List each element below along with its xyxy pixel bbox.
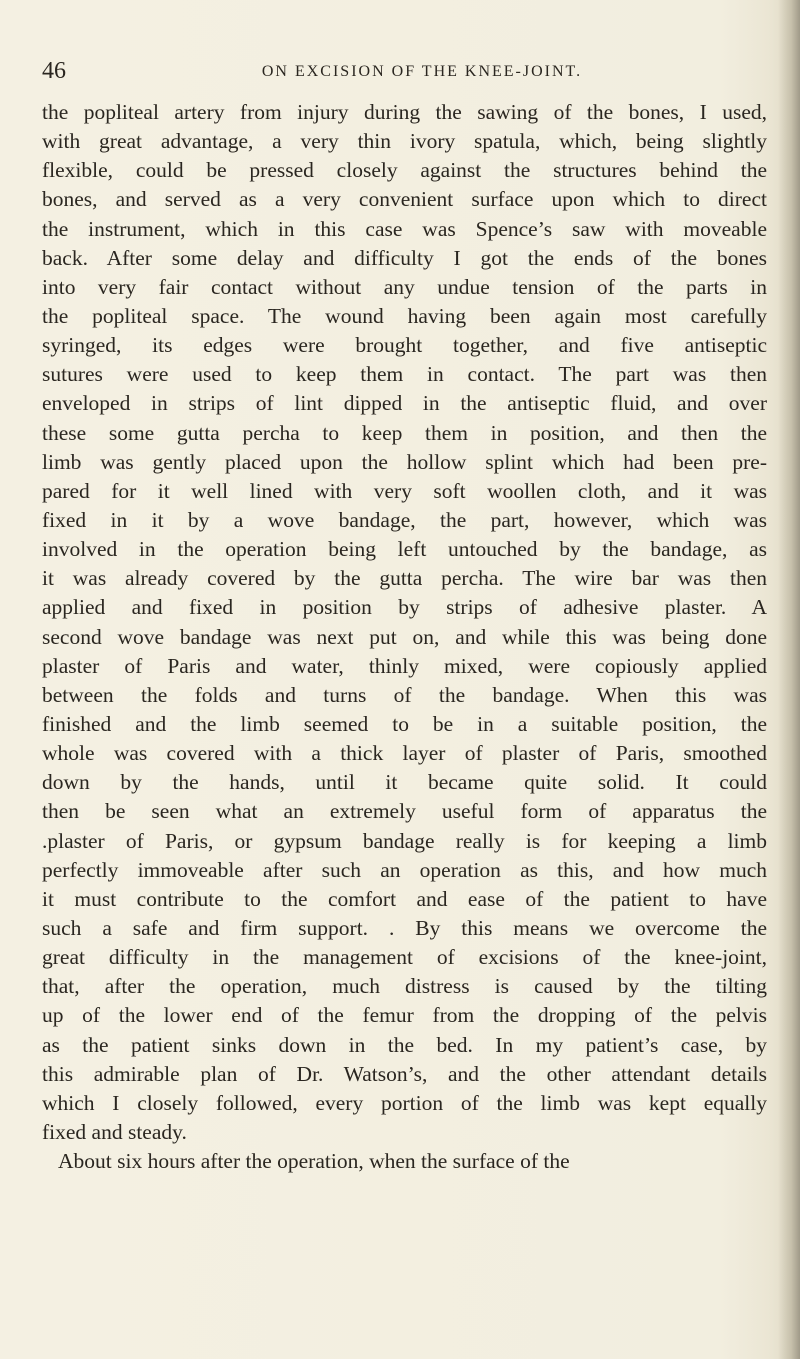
text-line: second wove bandage was next put on, and while this was being done — [42, 624, 767, 649]
text-line: fixed and steady. — [42, 1119, 187, 1144]
text-line: such a safe and firm support. . By this means we overcome the — [42, 915, 767, 940]
text-line: About six hours after the operation, when the surface of the — [58, 1149, 570, 1174]
text-line: the popliteal space. The wound having been again most carefully — [42, 303, 767, 328]
text-line: down by the hands, until it became quite solid. It could — [42, 770, 767, 795]
text-line: pared for it well lined with very soft woollen cloth, and it was — [42, 478, 767, 503]
text-line: these some gutta percha to keep them in position, and then the — [42, 420, 767, 445]
text-line: limb was gently placed upon the hollow splint which had been pre- — [42, 449, 767, 474]
text-line: applied and fixed in position by strips of adhesive plaster. A — [42, 595, 767, 620]
text-line: perfectly immoveable after such an operation as this, and how much — [42, 857, 767, 882]
text-line: enveloped in strips of lint dipped in the antiseptic fluid, and over — [42, 391, 767, 416]
page-header — [42, 58, 762, 84]
text-line: then be seen what an extremely useful form of apparatus the — [42, 799, 767, 824]
text-line: whole was covered with a thick layer of plaster of Paris, smoothed — [42, 741, 767, 766]
page-number: 46 — [42, 58, 66, 84]
text-line: it was already covered by the gutta percha. The wire bar was then — [42, 566, 767, 591]
text-line: the popliteal artery from injury during the sawing of the bones, I used, — [42, 100, 767, 124]
text-line: great difficulty in the management of excisions of the knee-joint, — [42, 945, 767, 970]
text-line: bones, and served as a very convenient surface upon which to direct — [42, 187, 767, 212]
text-line: sutures were used to keep them in contact. The part was then — [42, 362, 767, 387]
text-line: fixed in it by a wove bandage, the part, however, which was — [42, 507, 767, 532]
text-line: into very fair contact without any undue tension of the parts in — [42, 274, 767, 299]
text-line: with great advantage, a very thin ivory spatula, which, being slightly — [42, 129, 767, 154]
text-line: the instrument, which in this case was Spence’s saw with moveable — [42, 216, 767, 241]
text-line: finished and the limb seemed to be in a suitable position, the — [42, 711, 767, 736]
text-line: .plaster of Paris, or gypsum bandage really is for keeping a limb — [42, 828, 767, 853]
text-line: between the folds and turns of the bandage. When this was — [42, 682, 767, 707]
text-line: syringed, its edges were brought together, and five antiseptic — [42, 333, 767, 358]
running-head: ON EXCISION OF THE KNEE-JOINT. — [261, 63, 583, 80]
page-gutter-shadow — [778, 0, 800, 1359]
text-line: flexible, could be pressed closely against the structures behind the — [42, 158, 767, 183]
text-line: up of the lower end of the femur from the dropping of the pelvis — [42, 1003, 767, 1028]
text-line: which I closely followed, every portion of the limb was kept equally — [42, 1090, 767, 1115]
text-line: plaster of Paris and water, thinly mixed, were copiously applied — [42, 653, 767, 678]
text-line: it must contribute to the comfort and ease of the patient to have — [42, 886, 767, 911]
body-text — [42, 98, 767, 1176]
text-line: back. After some delay and difficulty I got the ends of the bones — [42, 245, 767, 270]
text-line: this admirable plan of Dr. Watson’s, and the other attendant details — [42, 1061, 767, 1086]
text-line: involved in the operation being left untouched by the bandage, as — [42, 537, 767, 562]
text-line: as the patient sinks down in the bed. In my patient’s case, by — [42, 1032, 767, 1057]
text-line: that, after the operation, much distress is caused by the tilting — [42, 974, 767, 999]
